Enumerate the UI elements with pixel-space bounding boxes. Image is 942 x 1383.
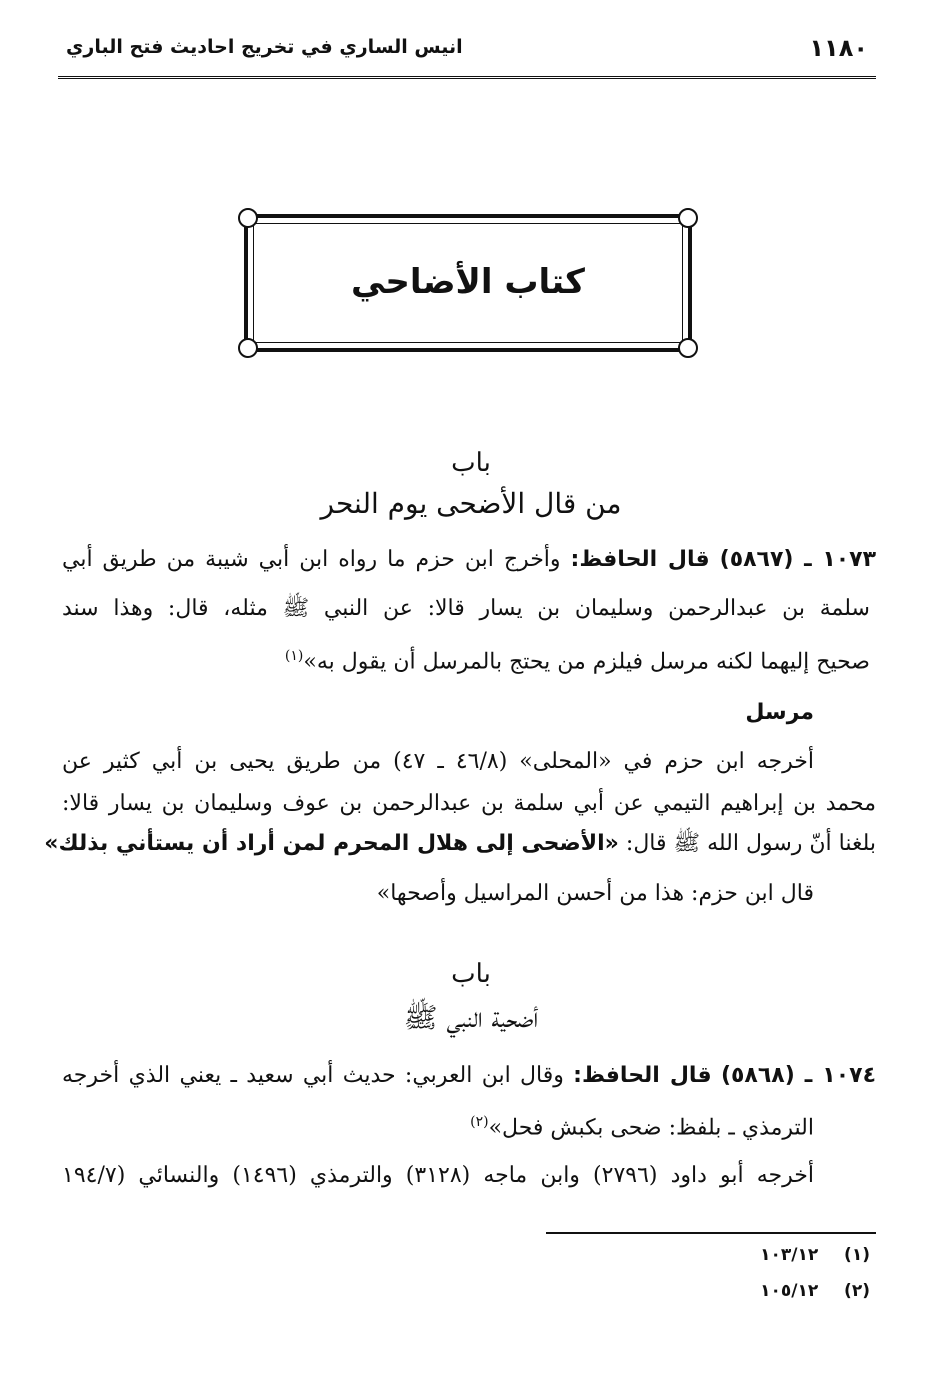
hadith-text: وأخرج ابن حزم ما رواه ابن أبي شيبة من طريق أبي bbox=[62, 547, 561, 572]
footnote-text: ١٠٥/١٢ bbox=[760, 1281, 819, 1301]
frame-ornament-icon bbox=[238, 208, 258, 228]
book-title-frame bbox=[244, 214, 692, 352]
running-header bbox=[58, 30, 876, 79]
section-label-mursal: مرسل bbox=[745, 700, 814, 725]
mursal-line-2: محمد بن إبراهيم التيمي عن أبي سلمة بن عبدالرحمن بن عوف وسليمان بن يسار قالا: bbox=[62, 791, 876, 816]
frame-ornament-icon bbox=[678, 338, 698, 358]
footnote-text: ١٠٣/١٢ bbox=[760, 1245, 819, 1265]
footnote-reference: (١) bbox=[284, 648, 304, 664]
footnote-2 bbox=[760, 1281, 870, 1301]
mursal-line-4: قال ابن حزم: هذا من أحسن المراسيل وأصحها» bbox=[376, 881, 814, 906]
footnote-separator bbox=[546, 1232, 876, 1234]
mursal-line-3 bbox=[44, 828, 876, 860]
hadith-speaker: قال الحافظ: bbox=[573, 1063, 712, 1088]
hadith-text: صحيح إليهما لكنه مرسل فيلزم من يحتج بالمرسل أن يقول به» bbox=[303, 649, 870, 675]
page-number: ١١٨٠ bbox=[809, 34, 868, 62]
mursal-text: بلغنا أنّ رسول الله ﷺ قال: bbox=[625, 831, 876, 856]
book-title: كتاب الأضاحي bbox=[351, 262, 585, 302]
hadith-1074-line-3: أخرجه أبو داود (٢٧٩٦) وابن ماجه (٣١٢٨) والترمذي (١٤٩٦) والنسائي (١٩٤/٧ bbox=[62, 1163, 814, 1188]
hadith-text: الترمذي ـ بلفظ: ضحى بكبش فحل» bbox=[488, 1115, 814, 1141]
running-title: انيس الساري في تخريج احاديث فتح الباري bbox=[66, 36, 463, 58]
hadith-1074-line-2 bbox=[470, 1106, 814, 1144]
footnote-reference: (٢) bbox=[470, 1114, 489, 1130]
chapter-title: من قال الأضحى يوم النحر bbox=[320, 487, 622, 520]
mursal-line-1: أخرجه ابن حزم في «المحلى» (٤٦/٨ ـ ٤٧) من طريق يحيى بن أبي كثير عن bbox=[62, 749, 814, 774]
hadith-speaker: قال الحافظ: bbox=[570, 547, 710, 572]
hadith-number: ١٠٧٣ ـ (٥٨٦٧) bbox=[719, 547, 877, 572]
hadith-1074-line-1 bbox=[62, 1060, 876, 1092]
hadith-1073-line-2: سلمة بن عبدالرحمن وسليمان بن يسار قالا: عن النبي ﷺ مثله، قال: وهذا سند bbox=[62, 596, 870, 621]
footnote-ref: (٢) bbox=[844, 1281, 870, 1301]
hadith-1073-line-1 bbox=[62, 544, 876, 576]
hadith-1073-line-3 bbox=[285, 640, 870, 678]
chapter-title: أضحية النبي ﷺ bbox=[403, 1001, 539, 1034]
chapter-label: باب bbox=[451, 448, 491, 478]
frame-ornament-icon bbox=[238, 338, 258, 358]
footnote-1 bbox=[760, 1245, 870, 1265]
hadith-text: وقال ابن العربي: حديث أبي سعيد ـ يعني الذي أخرجه bbox=[62, 1063, 564, 1088]
footnote-ref: (١) bbox=[844, 1245, 870, 1265]
frame-ornament-icon bbox=[678, 208, 698, 228]
chapter-label: باب bbox=[451, 959, 491, 989]
hadith-number: ١٠٧٤ ـ (٥٨٦٨) bbox=[720, 1063, 876, 1088]
prophetic-quote: «الأضحى إلى هلال المحرم لمن أراد أن يستأني بذلك» bbox=[44, 831, 619, 856]
